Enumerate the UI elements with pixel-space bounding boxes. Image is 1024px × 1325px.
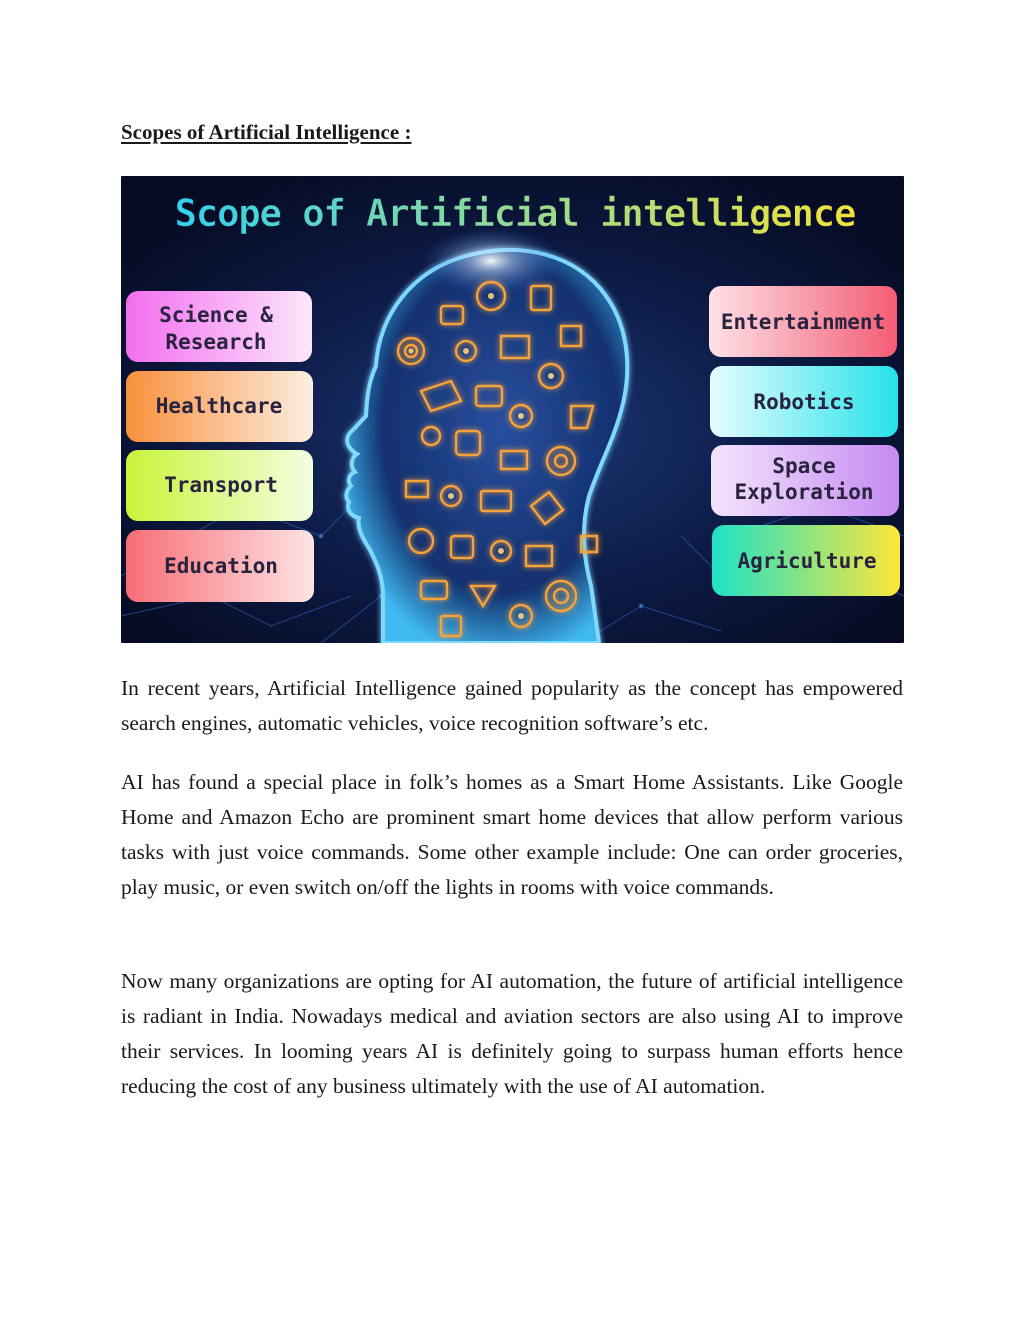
pill-healthcare [126,371,313,442]
pill-space-exploration [711,445,899,516]
pill-label-space-line1: Space [772,454,836,478]
infographic-canvas [121,176,904,643]
paragraph-automation: Now many organizations are opting for AI automation, the future of artificial intelligence is radiant in India. Nowadays medical and aviation sectors are also using AI to improve their services. In looming years AI is definitely going to surpass human efforts hence reducing the cost of any business ultimately with the use of AI automation. [121,969,903,1098]
pill-label-healthcare: Healthcare [155,394,283,418]
scope-infographic [121,176,904,643]
pill-agriculture [712,525,900,596]
pill-education [126,530,314,602]
pill-label-entertainment: Entertainment [720,310,886,334]
pill-label-agriculture: Agriculture [737,549,877,573]
pill-transport [126,450,313,521]
pill-label-robotics: Robotics [753,390,855,414]
pill-label-science-line1: Science & [159,303,273,327]
pill-label-transport: Transport [164,473,278,497]
pill-label-science-line2: Research [165,330,267,354]
pill-label-space-line2: Exploration [734,480,874,504]
paragraph-intro: In recent years, Artificial Intelligence gained popularity as the concept has empowered search engines, automatic vehicles, voice recognition software’s etc. [121,676,903,735]
pill-entertainment [709,286,897,357]
pill-science-research [126,291,312,362]
pill-robotics [710,366,898,437]
infographic-title: Scope of Artificial intelligence [174,192,856,235]
paragraph-smart-home: AI has found a special place in folk’s homes as a Smart Home Assistants. Like Google Home and Amazon Echo are prominent smart home devices that allow perform various tasks with just voice commands. Some other example include: One can order groceries, play music, or even switch on/off the lights in rooms with voice commands. [121,770,903,899]
page-title: Scopes of Artificial Intelligence : [121,120,412,144]
pill-label-education: Education [164,554,278,578]
